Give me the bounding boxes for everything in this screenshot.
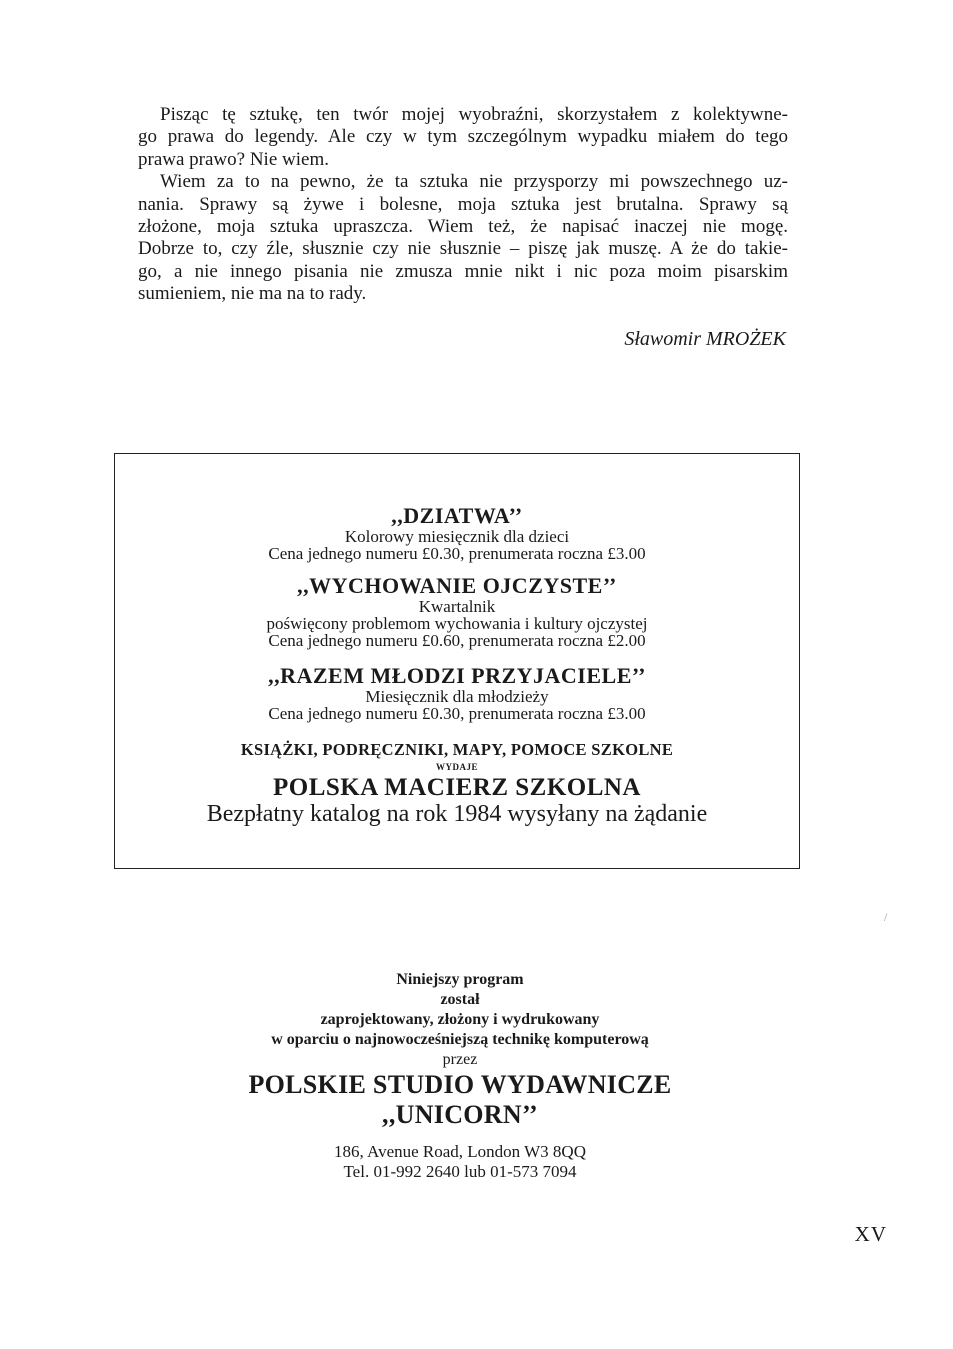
studio-name: POLSKIE STUDIO WYDAWNICZE [248, 1070, 672, 1099]
essay-line: Dobrze to, czy źle, słusznie czy nie słusznie – piszę jak muszę. A że do takie- [138, 238, 788, 260]
dziatwa-block [115, 504, 799, 562]
essay-line: prawa prawo? Nie wiem. [138, 148, 329, 170]
studio-address: 186, Avenue Road, London W3 8QQ [334, 1142, 586, 1161]
essay-line: Pisząc tę sztukę, ten twór mojej wyobraźni, skorzystałem z kolektywne- [160, 104, 788, 125]
razem-title: ,,RAZEM MŁODZI PRZYJACIELE’’ [268, 663, 646, 688]
essay-line: nania. Sprawy są żywe i bolesne, moja sztuka jest brutalna. Sprawy są [138, 193, 788, 215]
colophon-line: w oparciu o najnowocześniejszą technikę komputerową [271, 1031, 649, 1048]
essay-line: go prawa do legendy. Ale czy w tym szczególnym wypadku miałem do tego [138, 126, 788, 148]
razem-description: Miesięcznik dla młodzieży [365, 687, 549, 706]
razem-block [115, 664, 799, 722]
wychowanie-description: poświęcony problemom wychowania i kultury ojczystej [266, 614, 648, 633]
essay-line: sumieniem, nie ma na to rady. [138, 283, 367, 305]
wychowanie-frequency: Kwartalnik [418, 597, 496, 616]
books-heading: KSIĄŻKI, PODRĘCZNIKI, MAPY, POMOCE SZKOLNE [240, 740, 674, 759]
advertisement-box [114, 453, 800, 869]
wychowanie-title: ,,WYCHOWANIE OJCZYSTE’’ [297, 573, 617, 598]
colophon-line: przez [442, 1051, 478, 1068]
wydaje-label: WYDAJE [435, 762, 478, 772]
studio-telephone: Tel. 01-992 2640 lub 01-573 7094 [343, 1162, 577, 1181]
catalog-offer: Bezpłatny katalog na rok 1984 wysyłany na żądanie [206, 801, 708, 827]
author-signature: Sławomir MROŻEK [624, 328, 786, 350]
essay-paragraph [138, 104, 788, 306]
wychowanie-price: Cena jednego numeru £0.60, prenumerata roczna £2.00 [268, 631, 646, 650]
page-number: XV [854, 1222, 887, 1246]
wychowanie-block [115, 574, 799, 649]
essay-line: złożone, moja sztuka upraszcza. Wiem też, że napisać inaczej nie mogę. [138, 216, 788, 238]
colophon [180, 970, 740, 1182]
dziatwa-title: ,,DZIATWA’’ [391, 503, 523, 528]
razem-price: Cena jednego numeru £0.30, prenumerata roczna £3.00 [268, 704, 646, 723]
dziatwa-price: Cena jednego numeru £0.30, prenumerata roczna £3.00 [268, 544, 646, 563]
colophon-line: został [440, 991, 480, 1008]
publisher-name: POLSKA MACIERZ SZKOLNA [272, 774, 641, 801]
scan-speck: / [884, 910, 888, 924]
colophon-line: zaprojektowany, złożony i wydrukowany [320, 1011, 600, 1028]
dziatwa-description: Kolorowy miesięcznik dla dzieci [344, 527, 570, 546]
studio-brand: ,,UNICORN’’ [382, 1100, 538, 1129]
essay-line: Wiem za to na pewno, że ta sztuka nie przysporzy mi powszechnego uz- [160, 171, 788, 193]
colophon-line: Niniejszy program [396, 971, 524, 988]
essay-line: go, a nie innego pisania nie zmusza mnie nikt i nic poza moim pisarskim [138, 260, 788, 282]
